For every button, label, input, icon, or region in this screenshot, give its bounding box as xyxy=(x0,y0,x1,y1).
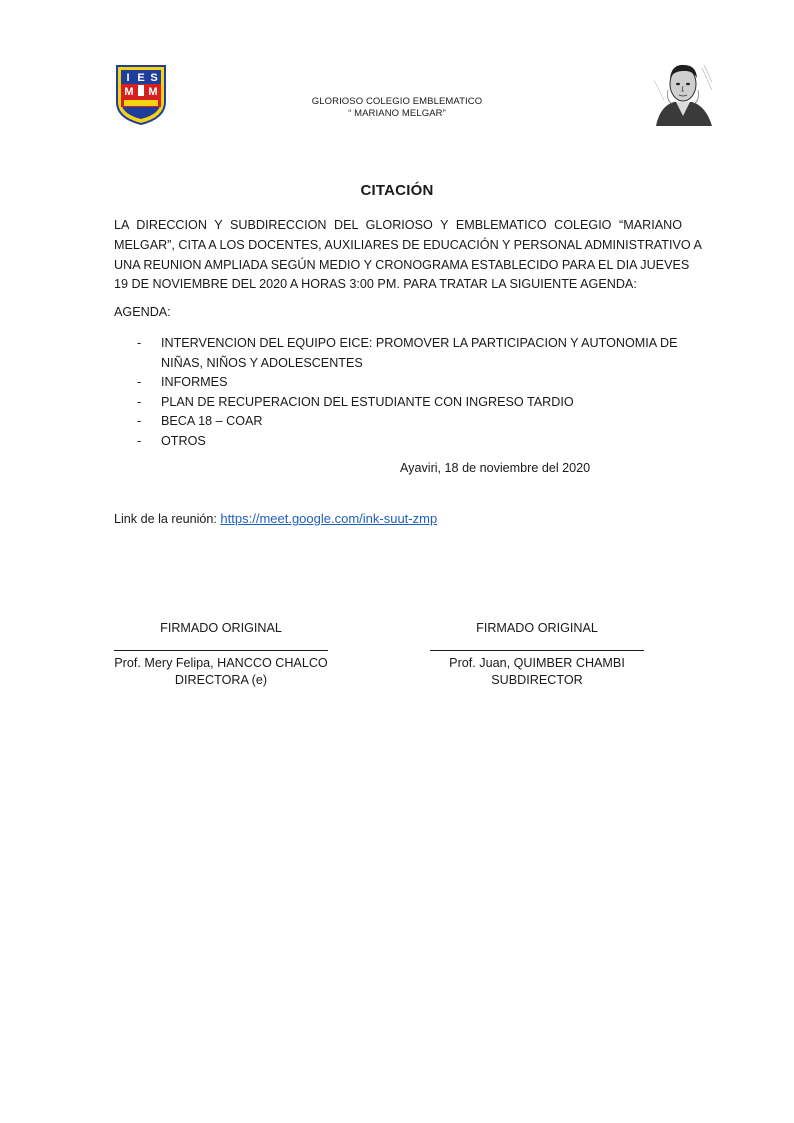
agenda-item xyxy=(137,412,687,432)
list-dash: - xyxy=(137,433,142,448)
body-line: MELGAR”, CITA A LOS DOCENTES, AUXILIARES DE EDUCACIÓN Y PERSONAL ADMINISTRATIVO A xyxy=(114,237,702,252)
logo-letter-m-right: M xyxy=(148,86,158,98)
logo-letter-m-left: M xyxy=(124,86,134,98)
list-dash: - xyxy=(137,414,142,428)
list-dash: - xyxy=(137,375,142,389)
agenda-item-text: BECA 18 – COAR xyxy=(161,414,263,428)
agenda-list xyxy=(137,334,687,451)
signer-role: DIRECTORA (e) xyxy=(174,673,268,687)
body-line: LA DIRECCION Y SUBDIRECCION DEL GLORIOSO Y EMBLEMATICO COLEGIO “MARIANO xyxy=(114,218,682,232)
signer-role: SUBDIRECTOR xyxy=(491,673,583,687)
signer-name: Prof. Mery Felipa, HANCCO CHALCO xyxy=(114,655,328,670)
agenda-item xyxy=(137,432,687,452)
logo-letter-i: I xyxy=(126,72,130,84)
logo-letter-e: E xyxy=(137,72,145,84)
school-crest-logo xyxy=(114,64,168,126)
document-title: CITACIÓN xyxy=(360,182,434,199)
place-date-line: Ayaviri, 18 de noviembre del 2020 xyxy=(400,461,591,475)
agenda-item-text: PLAN DE RECUPERACION DEL ESTUDIANTE CON INGRESO TARDIO xyxy=(161,394,574,409)
signer-name: Prof. Juan, QUIMBER CHAMBI xyxy=(449,655,625,670)
portrait-engraving-image xyxy=(654,60,712,126)
agenda-item xyxy=(137,393,687,413)
signature-line xyxy=(430,650,644,651)
list-dash: - xyxy=(137,336,142,350)
citation-body xyxy=(114,216,702,295)
agenda-item-text: INFORMES xyxy=(161,375,228,389)
agenda-item-text: OTROS xyxy=(161,433,206,448)
signature-block-subdirector xyxy=(430,620,644,690)
meeting-link-line xyxy=(114,511,437,526)
meeting-link[interactable]: https://meet.google.com/ink-suut-zmp xyxy=(220,511,438,526)
agenda-item xyxy=(137,373,687,393)
signature-status: FIRMADO ORIGINAL xyxy=(476,621,598,635)
school-name-line2: “ MARIANO MELGAR” xyxy=(348,108,446,119)
signature-block-director xyxy=(114,620,328,690)
body-line: UNA REUNION AMPLIADA SEGÚN MEDIO Y CRONOGRAMA ESTABLECIDO PARA EL DIA JUEVES xyxy=(114,257,690,272)
signature-line xyxy=(114,650,328,651)
meeting-link-label: Link de la reunión: xyxy=(114,512,217,526)
agenda-label: AGENDA: xyxy=(114,305,171,319)
agenda-item xyxy=(137,334,687,373)
agenda-item-text: INTERVENCION DEL EQUIPO EICE: PROMOVER LA PARTICIPACION Y AUTONOMIA DE NIÑAS, NIÑOS Y ADOLESCENTES xyxy=(161,336,678,370)
logo-letter-s: S xyxy=(150,72,158,84)
signature-status: FIRMADO ORIGINAL xyxy=(160,621,282,635)
body-line: 19 DE NOVIEMBRE DEL 2020 A HORAS 3:00 PM. PARA TRATAR LA SIGUIENTE AGENDA: xyxy=(114,277,637,292)
school-name-line1: GLORIOSO COLEGIO EMBLEMATICO xyxy=(311,96,483,107)
list-dash: - xyxy=(137,394,142,409)
